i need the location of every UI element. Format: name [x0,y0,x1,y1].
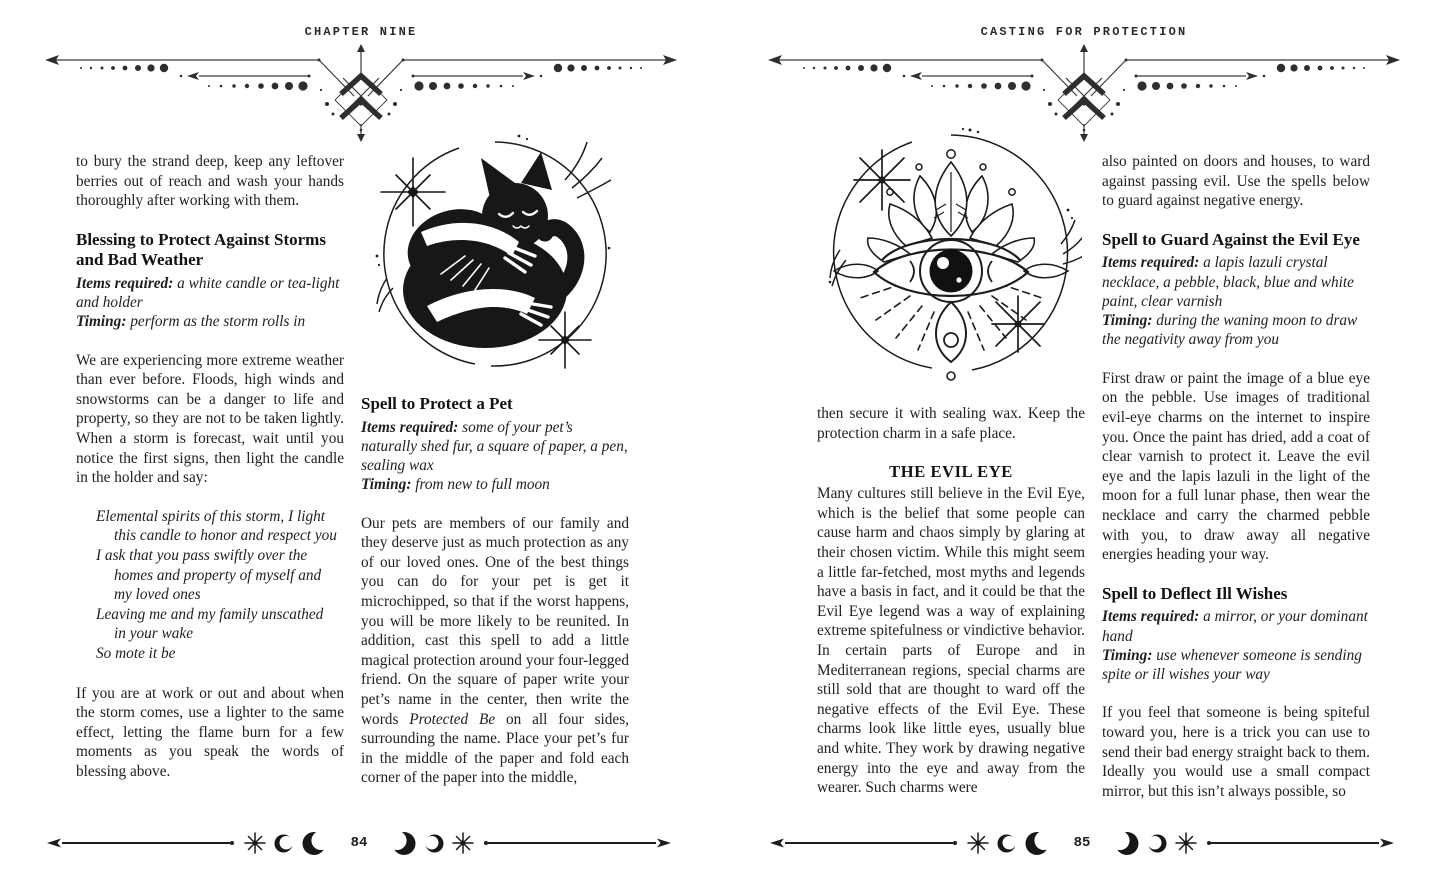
timing-line [361,475,629,494]
pet-paragraph-start: Our pets are members of our family and they deserve just as much protection as any of our loved ones. One of the best things you can do for your pet is get it microchipped, so that if the worst happens, you will be more likely to be reunited. In addition, cast this spell to add a little magical protection around your four-legged friend. On the square of paper write your pet’s name in the center, then write the words [361,514,629,728]
verse-line: Elemental spirits of this storm, I light [96,507,326,525]
arrow-left-icon [769,837,785,849]
verse-line: So mote it be [96,644,176,662]
items-required-line [76,274,344,313]
page-number: 84 [350,835,368,851]
timing-value: from new to full moon [415,476,550,494]
page-number: 85 [1073,835,1091,851]
verse-line: in your wake [114,625,194,643]
paragraph-painted-doors: also painted on doors and houses, to ward against passing evil. Use the spells below to guard against negative energy. [1102,153,1370,210]
footer-rule-right [484,837,672,849]
footer-rule-left [769,837,957,849]
items-required-line [1102,253,1370,311]
items-required-value: some of your pet’s naturally shed fur, a square of paper, a pen, sealing wax [361,418,628,475]
eight-point-star-icon [452,832,474,854]
timing-line [76,312,344,331]
section-heading-the-evil-eye: THE EVIL EYE [889,462,1013,482]
crescent-moon-icon [1024,830,1051,857]
timing-line [1102,646,1370,685]
spell-heading-deflect-ill-wishes: Spell to Deflect Ill Wishes [1102,583,1288,603]
verse-line: my loved ones [114,586,201,604]
gibbous-moon-icon [1147,833,1168,854]
spell-meta-pet [361,418,629,495]
verse-line: homes and property of myself and [114,566,322,584]
spell-meta-guard-evil-eye [1102,253,1370,349]
paragraph-blue-eye-pebble: First draw or paint the image of a blue eye on the pebble. Use images of traditional evil-eye charms on the internet to inspire you. Once the paint has dried, add a coat of clear varnish to protect it. Leave the evil eye and the lapis lazuli in the light of the moon for a full lunar phase, then wear the necklace and carry the charmed pebble with you, to draw away all negative energies heading your way. [1102,369,1370,564]
eight-point-star-icon [244,832,266,854]
right-page-column-1 [817,0,1085,820]
timing-label: Timing: [1102,312,1153,330]
paragraph-evil-eye-belief: Many cultures still believe in the Evil Eye, which is the belief that some people can cause harm and chaos simply by glaring at their chosen victim. While this might seem a little far-fetched, most myths and legends have a basis in fact, and it could be that the Evil Eye legend was a way of explaining extreme spitefulness or vindictive behavior. In certain parts of Europe and in Mediterranean regions, special charms are still sold that are thought to ward off the negative effects of the Evil Eye. These charms look like little eyes, usually blue and white. They work by drawing negative energy into the eye and away from the wearer. Such charms were [817,485,1085,797]
spell-heading-protect-pet: Spell to Protect a Pet [361,394,513,413]
paragraph-lighter-alternative: If you are at work or out and about when the storm comes, use a lighter to the same effect, letting the flame burn for a few moments as you speak the words of blessing above. [76,684,344,780]
gibbous-moon-icon [273,833,294,854]
footer-ornament-left-page [46,829,672,857]
items-required-label: Items required: [361,418,459,436]
crescent-moon-icon [301,830,328,857]
items-required-label: Items required: [1102,608,1200,626]
crescent-moon-icon [390,830,417,857]
items-required-value: a mirror, or your dominant hand [1102,608,1368,645]
gibbous-moon-icon [424,833,445,854]
left-page-columns [76,0,629,807]
evil-eye-illustration [820,122,1082,386]
timing-label: Timing: [361,476,412,494]
timing-label: Timing: [76,313,127,331]
spell-meta-storm [76,274,344,332]
spell-heading-storm-blessing: Blessing to Protect Against Storms and Bad Weather [76,229,326,270]
footer-glyphs [957,830,1208,857]
arrow-left-icon [46,837,62,849]
items-required-label: Items required: [76,274,174,292]
left-page-column-1 [76,0,344,807]
items-required-value: a lapis lazuli crystal necklace, a pebble, black, blue and white paint, clear varnish [1102,254,1354,310]
verse-line: this candle to honor and respect you [114,527,337,545]
arrow-right-icon [1379,837,1395,849]
verse-line: I ask that you pass swiftly over the [96,547,308,565]
timing-value: use whenever someone is sending spite or ill wishes your way [1102,646,1362,684]
items-required-line [361,418,629,476]
paragraph-extreme-weather: We are experiencing more extreme weather than ever before. Floods, high winds and snowstorms can be a danger to life and property, so they are not to be taken lightly. When a storm is forecast, wait until you notice the first signs, then light the candle in the holder and say: [76,351,344,487]
gibbous-moon-icon [996,833,1017,854]
left-page-column-2 [361,0,629,807]
timing-value: perform as the storm rolls in [130,313,306,331]
crescent-moon-icon [1113,830,1140,857]
page-right [723,0,1445,887]
footer-glyphs [234,830,485,857]
pet-paragraph-end: on all four sides, surrounding the name. Place your pet’s fur in the middle of the paper and fold each corner of the paper into the middle, [361,710,629,787]
running-head: CASTING FOR PROTECTION [980,25,1188,39]
items-required-line [1102,607,1370,646]
spell-heading-guard-evil-eye: Spell to Guard Against the Evil Eye [1102,229,1360,249]
verse-line: Leaving me and my family unscathed [96,605,324,623]
footer-ornament-right-page [769,829,1395,857]
incantation-verse [76,507,344,664]
paragraph-spiteful-mirror: If you feel that someone is being spiteful toward you, here is a trick you can use to send their bad energy straight back to them. Ideally you would use a small compact mirror, but this isn’t always possible, so [1102,704,1370,800]
timing-line [1102,311,1370,350]
running-head: CHAPTER NINE [304,25,418,39]
paragraph-sealing-wax: then secure it with sealing wax. Keep the protection charm in a safe place. [817,405,1085,442]
footer-rule-right [1207,837,1395,849]
cat-wreath-illustration [369,128,621,376]
timing-value: during the waning moon to draw the negativity away from you [1102,312,1358,349]
items-required-label: Items required: [1102,254,1200,272]
timing-label: Timing: [1102,646,1153,664]
spell-meta-deflect-ill-wishes [1102,607,1370,684]
right-page-columns [817,0,1370,820]
paragraph-pet-spell [361,514,629,788]
arrow-right-icon [656,837,672,849]
paragraph-berries-continuation: to bury the strand deep, keep any leftover berries out of reach and wash your hands thoroughly after working with them. [76,153,344,210]
page-left [0,0,722,887]
items-required-value: a white candle or tea-light and holder [76,274,340,312]
eight-point-star-icon [1175,832,1197,854]
footer-rule-left [46,837,234,849]
right-page-column-2 [1102,0,1370,820]
protected-be-phrase: Protected Be [409,710,496,728]
eight-point-star-icon [967,832,989,854]
